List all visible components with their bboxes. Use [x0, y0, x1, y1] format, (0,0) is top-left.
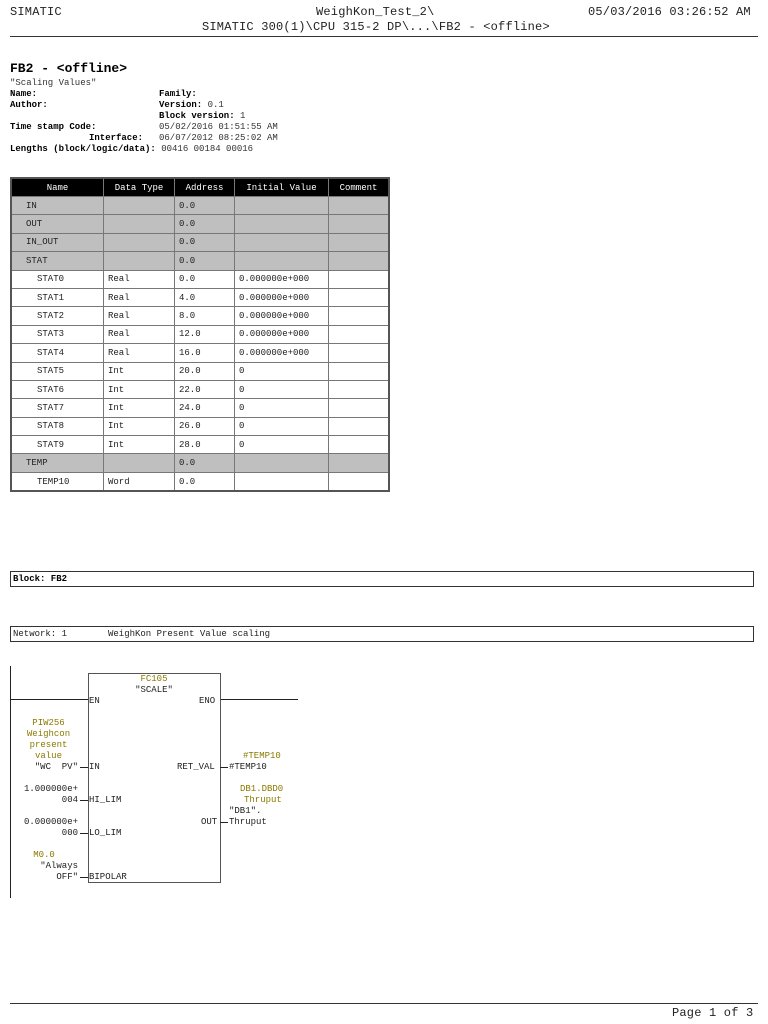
cell-type: Int [104, 436, 175, 454]
block-bar-label: Block: FB2 [13, 574, 68, 584]
interface-label: Interface: [89, 133, 144, 143]
bipolar-address: M0.0 [33, 850, 55, 860]
cell-init [235, 252, 329, 270]
cell-type [104, 215, 175, 233]
footer-divider [10, 1003, 758, 1004]
in-wire [80, 767, 88, 768]
table-row[interactable] [11, 270, 389, 288]
out-symbol-line-1: "DB1". [229, 806, 262, 816]
column-header-initial-value: Initial Value [235, 178, 329, 197]
cell-init [235, 197, 329, 215]
cell-comment [329, 436, 390, 454]
table-header-row [11, 178, 389, 197]
cell-comment [329, 307, 390, 325]
cell-name: STAT7 [11, 399, 104, 417]
bipolar-wire [80, 877, 88, 878]
cell-init: 0 [235, 362, 329, 380]
block-version-value: 1 [240, 111, 246, 121]
cell-init: 0.000000e+000 [235, 307, 329, 325]
bipolar-symbol-line-1: "Always [40, 861, 78, 871]
author-label: Author: [10, 100, 48, 110]
hi-lim-value-line-2: 004 [61, 795, 78, 805]
cell-comment [329, 215, 390, 233]
name-label: Name: [10, 89, 38, 99]
timestamp-code: 05/02/2016 01:51:55 AM [159, 122, 278, 132]
cell-name: STAT8 [11, 417, 104, 435]
table-row[interactable] [11, 252, 389, 270]
cell-type: Int [104, 380, 175, 398]
family-label: Family: [159, 89, 197, 99]
cell-type: Real [104, 270, 175, 288]
print-datetime: 05/03/2016 03:26:52 AM [588, 5, 751, 19]
table-row[interactable] [11, 472, 389, 491]
cell-address: 20.0 [175, 362, 235, 380]
fc-symbol: "SCALE" [135, 685, 173, 695]
cell-type [104, 252, 175, 270]
en-wire [10, 699, 88, 700]
cell-address: 4.0 [175, 288, 235, 306]
in-address: PIW256 [32, 718, 65, 728]
block-version-label: Block version: [159, 111, 235, 121]
network-label: Network: 1 [13, 629, 68, 639]
pin-lo-lim: LO_LIM [89, 828, 122, 838]
cell-comment [329, 417, 390, 435]
pin-out: OUT [201, 817, 218, 827]
cell-type: Int [104, 362, 175, 380]
lo-lim-value-line-1: 0.000000e+ [23, 817, 78, 827]
lengths-value: 00416 00184 00016 [161, 144, 254, 154]
cell-name: STAT2 [11, 307, 104, 325]
cell-address: 0.0 [175, 472, 235, 491]
column-header-address: Address [175, 178, 235, 197]
cell-address: 12.0 [175, 325, 235, 343]
lo-lim-wire [80, 833, 88, 834]
cell-address: 28.0 [175, 436, 235, 454]
cell-name: STAT6 [11, 380, 104, 398]
cell-type: Real [104, 288, 175, 306]
cell-comment [329, 454, 390, 472]
cell-type: Int [104, 399, 175, 417]
cell-name: STAT9 [11, 436, 104, 454]
in-comment-line-3: value [34, 751, 62, 761]
cell-address: 8.0 [175, 307, 235, 325]
pin-eno: ENO [199, 696, 216, 706]
block-version-line [159, 111, 245, 122]
pin-in: IN [89, 762, 100, 772]
cell-comment [329, 362, 390, 380]
cell-comment [329, 344, 390, 362]
lo-lim-value-line-2: 000 [61, 828, 78, 838]
block-path: SIMATIC 300(1)\CPU 315-2 DP\...\FB2 - <offline> [202, 20, 550, 34]
cell-init [235, 472, 329, 491]
cell-name: TEMP10 [11, 472, 104, 491]
app-label: SIMATIC [10, 5, 62, 19]
in-symbol: "WC PV" [34, 762, 78, 772]
table-row[interactable] [11, 436, 389, 454]
cell-address: 0.0 [175, 233, 235, 251]
block-bar [10, 571, 754, 587]
cell-comment [329, 288, 390, 306]
out-address: DB1.DBD0 [240, 784, 284, 794]
lengths-label: Lengths (block/logic/data): [10, 144, 156, 154]
cell-name: OUT [11, 215, 104, 233]
project-name: WeighKon_Test_2\ [316, 5, 435, 19]
cell-type [104, 454, 175, 472]
cell-comment [329, 252, 390, 270]
cell-type [104, 197, 175, 215]
out-wire [220, 822, 228, 823]
in-comment-line-1: Weighcon [26, 729, 71, 739]
fc-name: FC105 [140, 674, 168, 684]
declaration-table [10, 177, 390, 492]
cell-address: 16.0 [175, 344, 235, 362]
cell-init: 0 [235, 436, 329, 454]
column-header-comment: Comment [329, 178, 390, 197]
version-label: Version: [159, 100, 203, 110]
cell-comment [329, 380, 390, 398]
pin-ret-val: RET_VAL [177, 762, 215, 772]
timestamp-interface: 06/07/2012 08:25:02 AM [159, 133, 278, 143]
cell-name: STAT1 [11, 288, 104, 306]
cell-init [235, 233, 329, 251]
cell-comment [329, 197, 390, 215]
cell-type: Real [104, 325, 175, 343]
cell-type: Int [104, 417, 175, 435]
table-row[interactable] [11, 454, 389, 472]
table-row[interactable] [11, 325, 389, 343]
table-row[interactable] [11, 233, 389, 251]
network-title: WeighKon Present Value scaling [108, 629, 271, 639]
cell-address: 24.0 [175, 399, 235, 417]
cell-name: STAT3 [11, 325, 104, 343]
pin-bipolar: BIPOLAR [89, 872, 127, 882]
lengths-line [10, 144, 253, 155]
ret-val-address: #TEMP10 [243, 751, 281, 761]
eno-wire [220, 699, 298, 700]
cell-init: 0.000000e+000 [235, 325, 329, 343]
cell-init [235, 215, 329, 233]
table-row[interactable] [11, 288, 389, 306]
bipolar-symbol-line-2: OFF" [56, 872, 78, 882]
cell-init: 0.000000e+000 [235, 344, 329, 362]
table-row[interactable] [11, 399, 389, 417]
table-row[interactable] [11, 362, 389, 380]
cell-init: 0 [235, 417, 329, 435]
cell-init: 0.000000e+000 [235, 288, 329, 306]
hi-lim-wire [80, 800, 88, 801]
pin-hi-lim: HI_LIM [89, 795, 122, 805]
cell-name: IN_OUT [11, 233, 104, 251]
page-number: Page 1 of 3 [672, 1006, 754, 1020]
cell-name: TEMP [11, 454, 104, 472]
cell-address: 22.0 [175, 380, 235, 398]
cell-address: 26.0 [175, 417, 235, 435]
table-row[interactable] [11, 215, 389, 233]
hi-lim-value-line-1: 1.000000e+ [23, 784, 78, 794]
timestamp-label: Time stamp Code: [10, 122, 97, 132]
block-title: FB2 - <offline> [10, 61, 128, 76]
cell-name: STAT5 [11, 362, 104, 380]
table-row[interactable] [11, 380, 389, 398]
cell-type: Word [104, 472, 175, 491]
cell-address: 0.0 [175, 197, 235, 215]
cell-address: 0.0 [175, 454, 235, 472]
cell-name: STAT0 [11, 270, 104, 288]
version-value: 0.1 [207, 100, 224, 110]
ret-val-wire [220, 767, 228, 768]
cell-comment [329, 472, 390, 491]
out-symbol-line-2: Thruput [229, 817, 267, 827]
table-row[interactable] [11, 344, 389, 362]
pin-en: EN [89, 696, 100, 706]
table-row[interactable] [11, 197, 389, 215]
ret-val-symbol: #TEMP10 [229, 762, 267, 772]
cell-type: Real [104, 344, 175, 362]
cell-init: 0.000000e+000 [235, 270, 329, 288]
table-row[interactable] [11, 307, 389, 325]
cell-name: STAT4 [11, 344, 104, 362]
out-comment: Thruput [244, 795, 282, 805]
header-divider [10, 36, 758, 37]
cell-comment [329, 270, 390, 288]
network-bar[interactable] [10, 626, 754, 642]
declaration-table-body [11, 197, 389, 492]
cell-comment [329, 233, 390, 251]
in-comment-line-2: present [29, 740, 68, 750]
cell-type: Real [104, 307, 175, 325]
cell-init: 0 [235, 380, 329, 398]
cell-init: 0 [235, 399, 329, 417]
cell-address: 0.0 [175, 215, 235, 233]
column-header-data-type: Data Type [104, 178, 175, 197]
column-header-name: Name [11, 178, 104, 197]
cell-address: 0.0 [175, 270, 235, 288]
block-comment: "Scaling Values" [10, 78, 97, 88]
cell-name: STAT [11, 252, 104, 270]
cell-type [104, 233, 175, 251]
cell-comment [329, 399, 390, 417]
table-row[interactable] [11, 417, 389, 435]
cell-comment [329, 325, 390, 343]
cell-init [235, 454, 329, 472]
version-line [159, 100, 224, 111]
cell-name: IN [11, 197, 104, 215]
cell-address: 0.0 [175, 252, 235, 270]
